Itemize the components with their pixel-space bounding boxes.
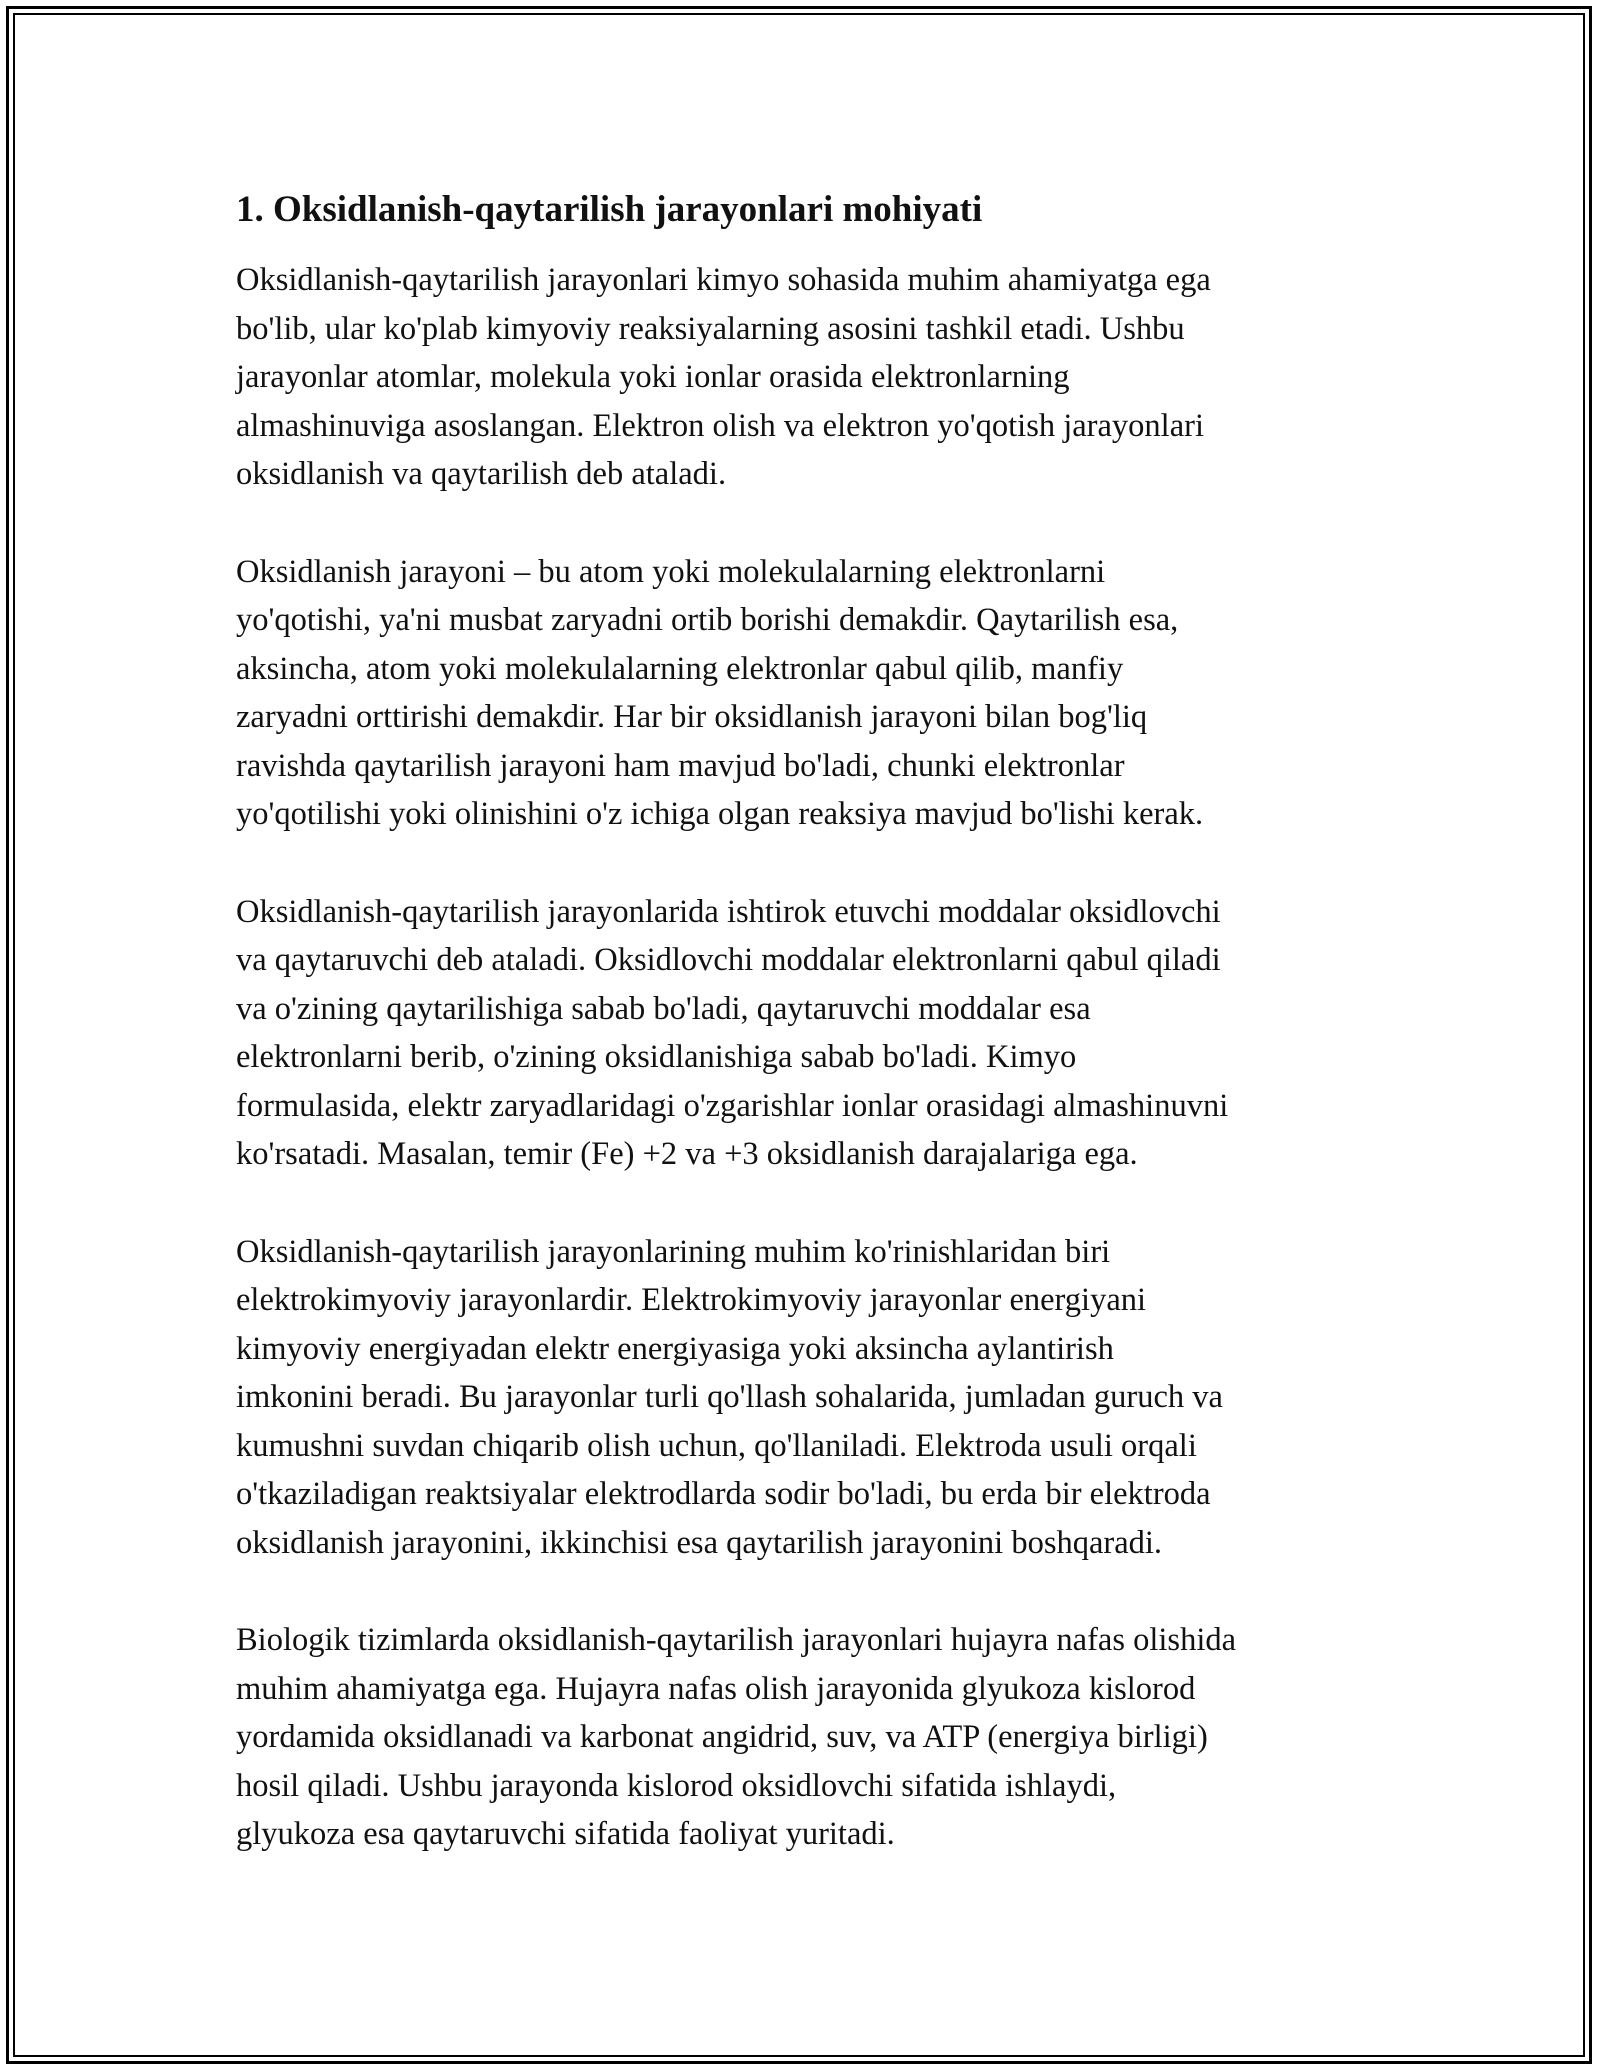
paragraph-4: Oksidlanish-qaytarilish jarayonlarining muhim ko'rinishlaridan biri elektrokimyoviy jarayonlardir. Elektrokimyoviy jarayonlar energiyani kimyoviy energiyadan elektr energiyasiga yoki aksincha aylantirish imkonini beradi. Bu jarayonlar turli qo'llash sohalarida, jumladan guruch va kumushni suvdan chiqarib olish uchun, qo'llaniladi. Elektroda usuli orqali o'tkaziladigan reaktsiyalar elektrodlarda sodir bo'ladi, bu erda bir elektroda oksidlanish jarayonini, ikkinchisi esa qaytarilish jarayonini boshqaradi. [236, 1233, 1223, 1561]
paragraph-2: Oksidlanish jarayoni – bu atom yoki molekulalarning elektronlarni yo'qotishi, ya'ni musbat zaryadni ortib borishi demakdir. Qaytarilish esa, aksincha, atom yoki molekulalarning elektronlar qabul qilib, manfiy zaryadni orttirishi demakdir. Har bir oksidlanish jarayoni bilan bog'liq ravishda qaytarilish jarayoni ham mavjud bo'ladi, chunki elektronlar yo'qotilishi yoki olinishini o'z ichiga olgan reaksiya mavjud bo'lishi kerak. [236, 553, 1204, 832]
document-body [236, 186, 1376, 1908]
paragraph-3: Oksidlanish-qaytarilish jarayonlarida ishtirok etuvchi moddalar oksidlovchi va qaytaruvchi deb ataladi. Oksidlovchi moddalar elektronlarni qabul qiladi va o'zining qaytarilishiga sabab bo'ladi, qaytaruvchi moddalar esa elektronlarni berib, o'zining oksidlanishiga sabab bo'ladi. Kimyo formulasida, elektr zaryadlaridagi o'zgarishlar ionlar orasidagi almashinuvni ko'rsatadi. Masalan, temir (Fe) +2 va +3 oksidlanish darajalariga ega. [236, 893, 1229, 1172]
section-title: 1. Oksidlanish-qaytarilish jarayonlari mohiyati [236, 189, 983, 230]
paragraph-1: Oksidlanish-qaytarilish jarayonlari kimyo sohasida muhim ahamiyatga ega bo'lib, ular ko'plab kimyoviy reaksiyalarning asosini tashkil etadi. Ushbu jarayonlar atomlar, molekula yoki ionlar orasida elektronlarning almashinuviga asoslangan. Elektron olish va elektron yo'qotish jarayonlari oksidlanish va qaytarilish deb ataladi. [236, 262, 1211, 492]
paragraph-5: Biologik tizimlarda oksidlanish-qaytarilish jarayonlari hujayra nafas olishida muhim ahamiyatga ega. Hujayra nafas olish jarayonida glyukoza kislorod yordamida oksidlanadi va karbonat angidrid, suv, va ATP (energiya birligi) hosil qiladi. Ushbu jarayonda kislorod oksidlovchi sifatida ishlaydi, glyukoza esa qaytaruvchi sifatida faoliyat yuritadi. [236, 1622, 1237, 1852]
